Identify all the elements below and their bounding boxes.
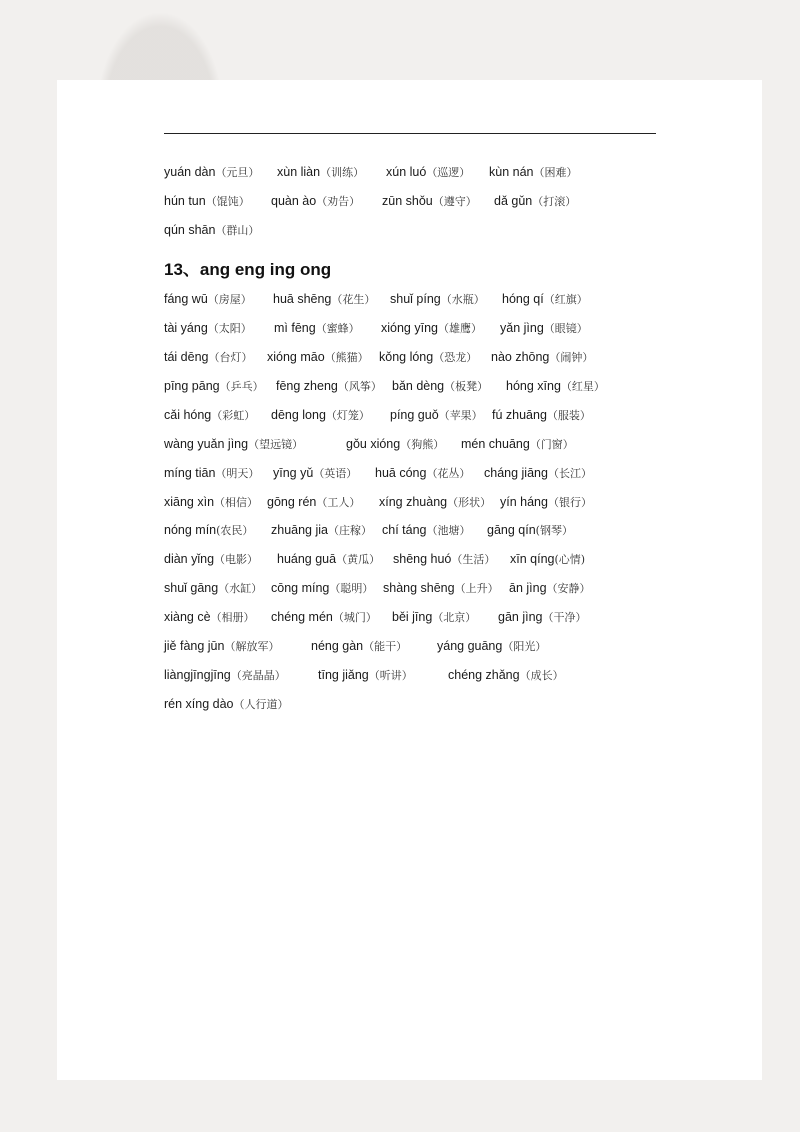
- pinyin: yǎn jìng: [500, 321, 544, 335]
- hanzi: （明天）: [215, 467, 260, 480]
- word-item: [276, 378, 382, 395]
- word-item: [382, 193, 477, 210]
- hanzi: （工人）: [316, 496, 361, 509]
- pinyin: fáng wū: [164, 292, 208, 306]
- hanzi: （雄鹰）: [437, 322, 482, 335]
- hanzi: （望远镜）: [248, 438, 304, 451]
- word-item: [271, 580, 373, 597]
- pinyin: ān jìng: [509, 581, 547, 595]
- word-item: [379, 494, 491, 511]
- hanzi: （狗熊）: [400, 438, 445, 451]
- word-item: [271, 609, 377, 626]
- hanzi: （服装）: [546, 409, 591, 422]
- pinyin: zūn shǒu: [382, 194, 433, 208]
- pinyin: yín háng: [500, 495, 548, 509]
- pinyin: pīng pāng: [164, 379, 220, 393]
- word-item: [510, 551, 585, 568]
- word-item: [164, 349, 252, 366]
- pinyin: diàn yǐng: [164, 552, 215, 566]
- hanzi: （遵守）: [432, 195, 477, 208]
- pinyin: huā cóng: [375, 466, 427, 480]
- pinyin: shuǐ gāng: [164, 581, 219, 595]
- hanzi: （上升）: [454, 582, 499, 595]
- pinyin: xióng māo: [267, 350, 325, 364]
- pinyin: yáng guāng: [437, 639, 503, 653]
- word-item: [164, 638, 279, 655]
- pinyin: mì fēng: [274, 321, 316, 335]
- hanzi: （馄饨）: [205, 195, 250, 208]
- word-item: [164, 407, 255, 424]
- hanzi: （台灯）: [208, 351, 253, 364]
- word-item: [498, 609, 586, 626]
- pinyin: chéng mén: [271, 610, 333, 624]
- section-heading: 13、ang eng ing ong: [164, 260, 332, 279]
- word-item: [164, 580, 262, 597]
- word-item: [437, 638, 546, 655]
- pinyin: běi jīng: [392, 610, 433, 624]
- word-item: [273, 291, 375, 308]
- word-item: [461, 436, 574, 453]
- hanzi: （训练）: [320, 166, 365, 179]
- hanzi: （生活）: [451, 553, 496, 566]
- pinyin: huā shēng: [273, 292, 332, 306]
- hanzi: (钢琴）: [535, 524, 573, 537]
- hanzi: （闹钟）: [549, 351, 594, 364]
- hanzi: （听讲）: [368, 669, 413, 682]
- hanzi: （电影）: [214, 553, 259, 566]
- hanzi: （相信）: [214, 496, 259, 509]
- word-item: [500, 320, 588, 337]
- pinyin: huáng guā: [277, 552, 337, 566]
- word-item: [383, 580, 499, 597]
- word-item: [489, 164, 577, 181]
- word-item: [267, 349, 369, 366]
- word-item: [491, 349, 593, 366]
- pinyin: hóng qí: [502, 292, 544, 306]
- pinyin: míng tiān: [164, 466, 216, 480]
- pinyin: shēng huó: [393, 552, 452, 566]
- pinyin: néng gàn: [311, 639, 364, 653]
- pinyin: nóng mín: [164, 523, 217, 537]
- pinyin: xiàng cè: [164, 610, 211, 624]
- word-item: [382, 522, 470, 539]
- hanzi: （红旗）: [543, 293, 588, 306]
- hanzi: （房屋）: [207, 293, 252, 306]
- pinyin: gōng rén: [267, 495, 317, 509]
- hanzi: （巡逻）: [426, 166, 471, 179]
- hanzi: （长江）: [547, 467, 592, 480]
- hanzi: （苹果）: [438, 409, 483, 422]
- hanzi: （灯笼）: [325, 409, 370, 422]
- word-item: [448, 667, 564, 684]
- pinyin: chéng zhǎng: [448, 668, 520, 682]
- pinyin: liàngjīngjīng: [164, 668, 231, 682]
- pinyin: xùn liàn: [277, 165, 321, 179]
- hanzi: （英语）: [313, 467, 358, 480]
- pinyin: cháng jiāng: [484, 466, 548, 480]
- word-item: [164, 320, 252, 337]
- word-item: [318, 667, 413, 684]
- hanzi: （恐龙）: [433, 351, 478, 364]
- word-item: [164, 436, 303, 453]
- word-item: [271, 407, 370, 424]
- pinyin: yuán dàn: [164, 165, 216, 179]
- pinyin: dēng long: [271, 408, 326, 422]
- pinyin: xún luó: [386, 165, 427, 179]
- word-item: [164, 696, 289, 713]
- hanzi: (心情): [554, 553, 586, 566]
- word-item: [164, 494, 258, 511]
- pinyin: tái dēng: [164, 350, 209, 364]
- hanzi: （能干）: [363, 640, 408, 653]
- pinyin: xiāng xìn: [164, 495, 215, 509]
- pinyin: shàng shēng: [383, 581, 455, 595]
- hanzi: （风筝）: [337, 380, 382, 393]
- pinyin: hún tun: [164, 194, 206, 208]
- pinyin: cōng míng: [271, 581, 330, 595]
- word-item: [386, 164, 470, 181]
- hanzi: （池塘）: [426, 524, 471, 537]
- hanzi: （彩虹）: [211, 409, 256, 422]
- word-item: [267, 494, 360, 511]
- hanzi: （劝告）: [316, 195, 361, 208]
- hanzi: （水缸）: [218, 582, 263, 595]
- hanzi: （聪明）: [329, 582, 374, 595]
- hanzi: （熊猫）: [324, 351, 369, 364]
- pinyin: tài yáng: [164, 321, 208, 335]
- word-item: [311, 638, 407, 655]
- pinyin: jiě fàng jūn: [164, 639, 225, 653]
- pinyin: xíng zhuàng: [379, 495, 448, 509]
- word-item: [506, 378, 605, 395]
- pinyin: yīng yǔ: [273, 466, 314, 480]
- pinyin: fēng zheng: [276, 379, 338, 393]
- word-item: [492, 407, 591, 424]
- pinyin: chí táng: [382, 523, 427, 537]
- pinyin: qún shān: [164, 223, 216, 237]
- hanzi: （干净）: [542, 611, 587, 624]
- pinyin: gān jìng: [498, 610, 543, 624]
- hanzi: （相册）: [210, 611, 255, 624]
- word-item: [277, 164, 364, 181]
- hanzi: （成长）: [519, 669, 564, 682]
- word-item: [502, 291, 588, 308]
- word-item: [500, 494, 592, 511]
- word-item: [346, 436, 444, 453]
- pinyin: gǒu xióng: [346, 437, 401, 451]
- word-item: [274, 320, 360, 337]
- hanzi: （板凳）: [444, 380, 489, 393]
- pinyin: cǎi hóng: [164, 408, 212, 422]
- pinyin: xióng yīng: [381, 321, 438, 335]
- hanzi: （打滚）: [532, 195, 577, 208]
- pinyin: xīn qíng: [510, 552, 555, 566]
- pinyin: nào zhōng: [491, 350, 550, 364]
- pinyin: fú zhuāng: [492, 408, 547, 422]
- word-item: [392, 609, 476, 626]
- hanzi: （亮晶晶）: [230, 669, 286, 682]
- word-item: [164, 222, 259, 239]
- hanzi: （安静）: [546, 582, 591, 595]
- hanzi: （解放军）: [224, 640, 280, 653]
- hanzi: （乒乓）: [219, 380, 264, 393]
- word-item: [164, 164, 259, 181]
- hanzi: （阳光）: [502, 640, 547, 653]
- hanzi: （形状）: [447, 496, 492, 509]
- word-item: [164, 667, 286, 684]
- word-item: [494, 193, 576, 210]
- hanzi: （太阳）: [207, 322, 252, 335]
- word-item: [164, 378, 264, 395]
- pinyin: wàng yuǎn jìng: [164, 437, 249, 451]
- word-item: [164, 193, 250, 210]
- word-item: [509, 580, 591, 597]
- hanzi: （人行道）: [233, 698, 289, 711]
- word-item: [271, 193, 360, 210]
- word-item: [273, 465, 357, 482]
- pinyin: kùn nán: [489, 165, 534, 179]
- hanzi: （花丛）: [426, 467, 471, 480]
- word-item: [375, 465, 470, 482]
- pinyin: hóng xīng: [506, 379, 561, 393]
- hanzi: （黄瓜）: [336, 553, 381, 566]
- hanzi: (农民）: [216, 524, 254, 537]
- pinyin: quàn ào: [271, 194, 317, 208]
- pinyin: gāng qín: [487, 523, 536, 537]
- word-item: [390, 291, 485, 308]
- word-item: [390, 407, 483, 424]
- hanzi: （门窗）: [529, 438, 574, 451]
- pinyin: bǎn dèng: [392, 379, 445, 393]
- hanzi: （群山）: [215, 224, 260, 237]
- word-item: [164, 291, 252, 308]
- pinyin: píng guǒ: [390, 408, 439, 422]
- hanzi: （眼镜）: [543, 322, 588, 335]
- word-item: [164, 465, 259, 482]
- hanzi: （困难）: [533, 166, 578, 179]
- word-item: [164, 551, 258, 568]
- word-item: [277, 551, 380, 568]
- divider-line: [164, 133, 656, 134]
- hanzi: （北京）: [432, 611, 477, 624]
- word-item: [487, 522, 573, 539]
- word-item: [164, 522, 253, 539]
- pinyin: dǎ gǔn: [494, 194, 533, 208]
- word-item: [379, 349, 477, 366]
- pinyin: tīng jiǎng: [318, 668, 369, 682]
- hanzi: （城门）: [332, 611, 377, 624]
- pinyin: shuǐ píng: [390, 292, 441, 306]
- pinyin: mén chuāng: [461, 437, 530, 451]
- hanzi: （元旦）: [215, 166, 260, 179]
- word-item: [484, 465, 592, 482]
- word-item: [381, 320, 482, 337]
- word-item: [164, 609, 255, 626]
- hanzi: （银行）: [547, 496, 592, 509]
- hanzi: （水瓶）: [440, 293, 485, 306]
- pinyin: rén xíng dào: [164, 697, 234, 711]
- word-item: [392, 378, 488, 395]
- hanzi: （蜜蜂）: [315, 322, 360, 335]
- word-item: [271, 522, 372, 539]
- word-item: [393, 551, 495, 568]
- hanzi: （花生）: [331, 293, 376, 306]
- pinyin: zhuāng jia: [271, 523, 328, 537]
- hanzi: （红星）: [560, 380, 605, 393]
- hanzi: （庄稼）: [328, 524, 372, 537]
- pinyin: kǒng lóng: [379, 350, 434, 364]
